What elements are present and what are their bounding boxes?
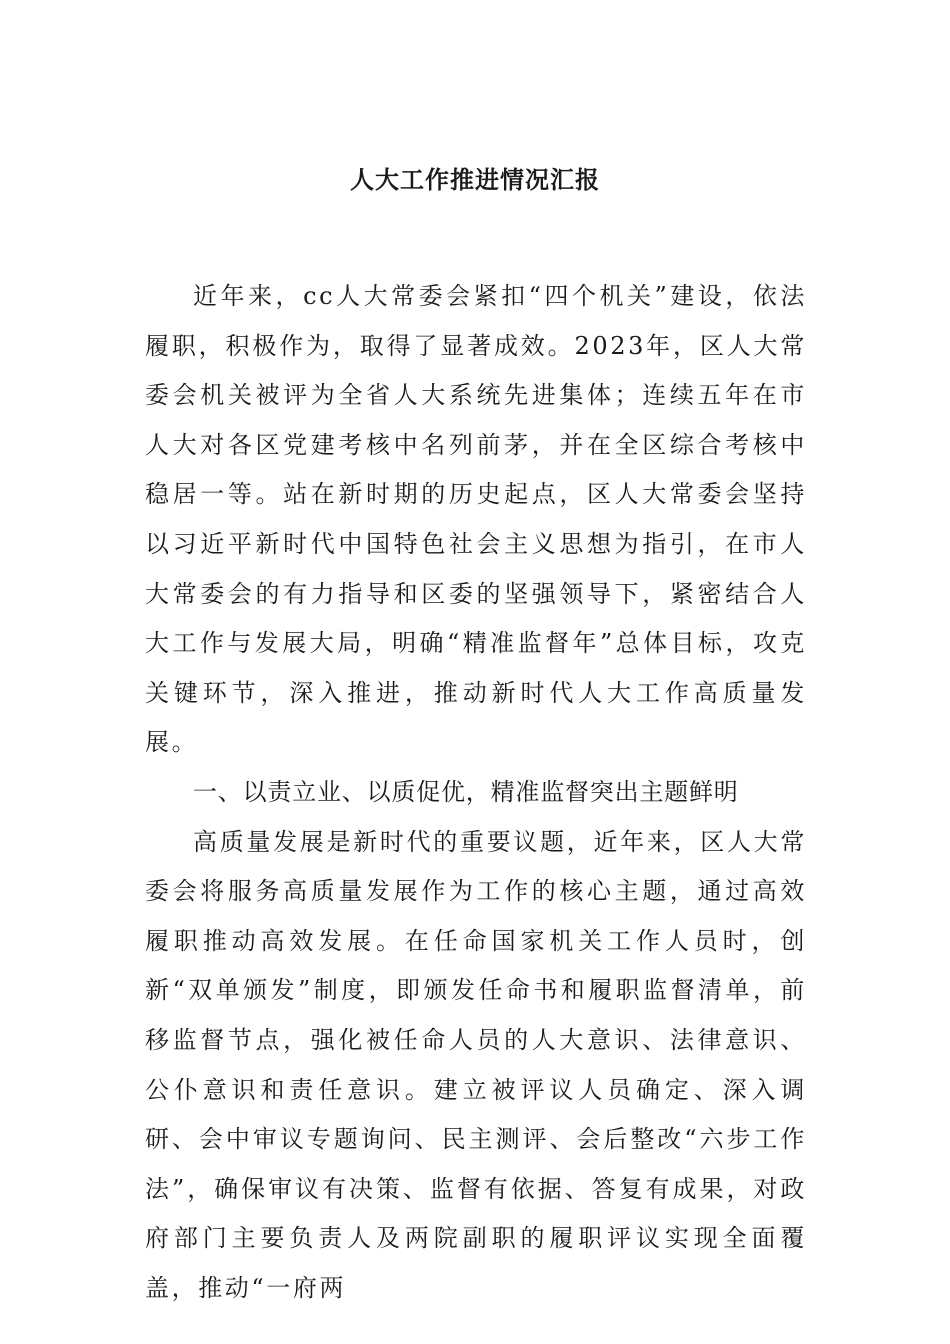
document-body (145, 272, 807, 1313)
intro-paragraph: 近年来，cc人大常委会紧扣“四个机关”建设，依法履职，积极作为，取得了显著成效。2023年，区人大常委会机关被评为全省人大系统先进集体；连续五年在市人大对各区党建考核中名列前茅，并在全区综合考核中稳居一等。站在新时期的历史起点，区人大常委会坚持以习近平新时代中国特色社会主义思想为指引，在市人大常委会的有力指导和区委的坚强领导下，紧密结合人大工作与发展大局，明确“精准监督年”总体目标，攻克关键环节，深入推进，推动新时代人大工作高质量发展。 (145, 282, 807, 757)
document-title: 人大工作推进情况汇报 (350, 165, 600, 194)
section-heading: 一、以责立业、以质促优，精准监督突出主题鲜明 (193, 777, 739, 806)
section-paragraph: 高质量发展是新时代的重要议题，近年来，区人大常委会将服务高质量发展作为工作的核心主题，通过高效履职推动高效发展。在任命国家机关工作人员时，创新“双单颁发”制度，即颁发任命书和履职监督清单，前移监督节点，强化被任命人员的人大意识、法律意识、公仆意识和责任意识。建立被评议人员确定、深入调研、会中审议专题询问、民主测评、会后整改“六步工作法”，确保审议有决策、监督有依据、答复有成果，对政府部门主要负责人及两院副职的履职评议实现全面覆盖，推动“一府两 (145, 827, 807, 1302)
